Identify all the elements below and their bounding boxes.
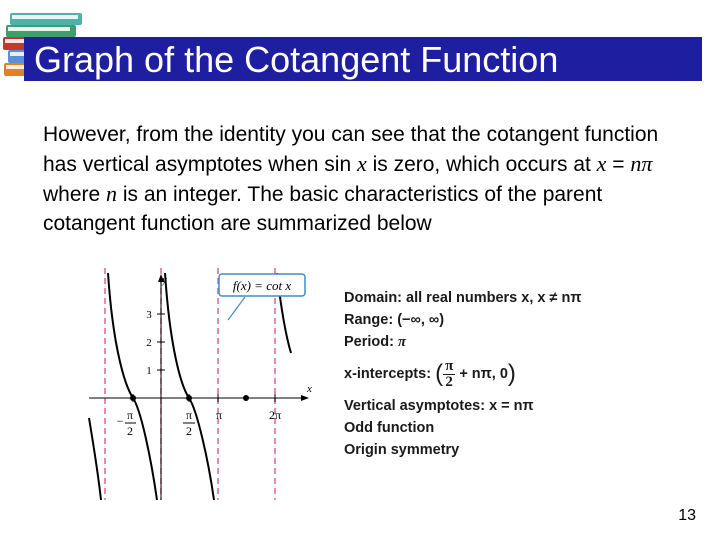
property-period xyxy=(344,331,406,353)
x-tick-label-neg-half-pi-num: π xyxy=(126,408,134,422)
cot-branch-far-left xyxy=(89,418,101,500)
cotangent-graph xyxy=(85,268,325,500)
x-intercept-point xyxy=(130,395,136,401)
x-tick-label-2pi: 2π xyxy=(268,408,282,422)
range-label: Range: xyxy=(344,312,394,328)
x-tick-label-neg-half-pi-den: 2 xyxy=(127,424,133,438)
x-axis-label: x xyxy=(307,383,312,395)
property-symmetry: Origin symmetry xyxy=(344,442,460,458)
body-paragraph xyxy=(43,120,683,238)
x-tick-label-half-pi-num: π xyxy=(185,408,193,422)
page-number: 13 xyxy=(678,507,696,524)
x-tick-label-pi: π xyxy=(215,408,223,422)
body-text-5: is an integer. The basic characteristics of the parent cotangent function are summarized below xyxy=(43,183,603,235)
x-tick-label-neg-sign: − xyxy=(116,414,124,428)
callout-pointer xyxy=(228,297,245,320)
period-value: π xyxy=(397,334,406,350)
slide-title: Graph of the Cotangent Function xyxy=(34,39,559,80)
property-x-intercepts xyxy=(344,357,516,391)
body-text-3: = xyxy=(606,153,631,176)
domain-label: Domain: xyxy=(344,290,402,306)
property-range xyxy=(344,309,444,331)
period-label: Period: xyxy=(344,334,394,350)
body-text-2: is zero, which occurs at xyxy=(366,153,597,176)
va-value: x = nπ xyxy=(489,398,534,414)
xint-den: 2 xyxy=(445,373,453,390)
xint-close-paren: ) xyxy=(507,360,516,388)
xint-fraction xyxy=(443,359,455,390)
body-text-4: where xyxy=(43,183,107,206)
x-tick-label-half-pi-den: 2 xyxy=(186,424,192,438)
y-tick-label-1: 1 xyxy=(146,365,152,377)
xint-open-paren: ( xyxy=(435,360,444,388)
xint-rest: + nπ, 0 xyxy=(459,366,508,382)
y-tick-label-2: 2 xyxy=(146,337,152,349)
xint-num: π xyxy=(445,357,454,374)
function-label: f(x) = cot x xyxy=(232,278,292,293)
y-tick-label-3: 3 xyxy=(146,309,152,321)
x-axis-arrow-icon xyxy=(301,395,309,401)
body-text-1: However, from the identity you can see that the cotangent function has vertical asymptotes when sin xyxy=(43,123,659,176)
var-n: n xyxy=(106,181,118,206)
x-intercept-point xyxy=(243,395,249,401)
y-axis-label: y xyxy=(162,274,167,286)
n-pi-expr: nπ xyxy=(630,151,653,176)
range-value: (−∞, ∞) xyxy=(397,312,445,328)
va-label: Vertical asymptotes: xyxy=(344,398,486,414)
var-x-1: x xyxy=(356,151,367,176)
var-x-2: x xyxy=(596,151,607,176)
xint-label: x-intercepts: xyxy=(344,366,432,382)
x-intercept-point xyxy=(186,395,192,401)
domain-value: all real numbers x, x ≠ nπ xyxy=(406,290,582,306)
cot-branch-left xyxy=(108,273,157,500)
property-domain xyxy=(344,287,581,309)
property-asymptotes xyxy=(344,395,534,417)
cot-branch-middle xyxy=(165,273,214,500)
property-odd: Odd function xyxy=(344,420,435,436)
